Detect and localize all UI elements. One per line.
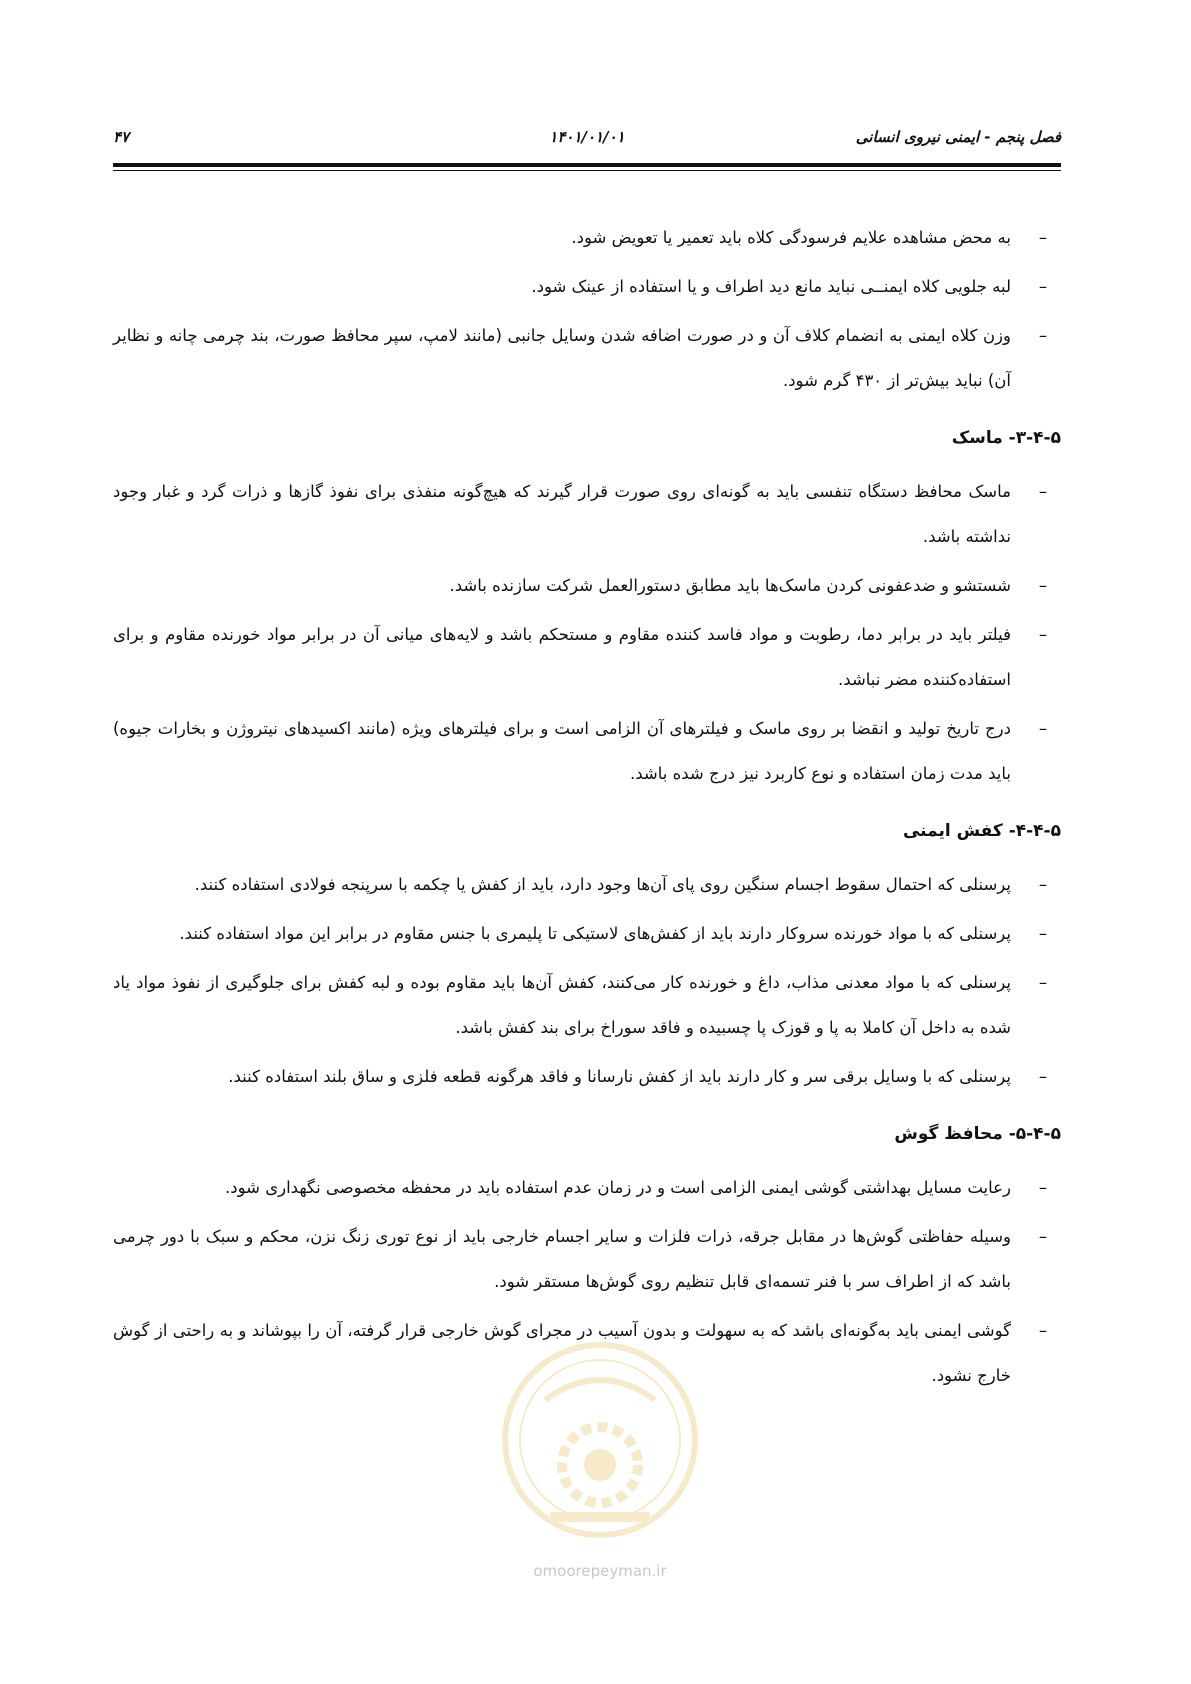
intro-list [113, 215, 1061, 403]
header-date: ۱۴۰۱/۰۱/۰۱ [549, 128, 625, 146]
chapter-title: فصل پنجم - ایمنی نیروی انسانی [855, 128, 1061, 146]
dash-bullet: – [1038, 625, 1048, 644]
dash-bullet: – [1038, 228, 1048, 247]
page-number: ۴۷ [113, 128, 130, 146]
watermark-logo-icon [490, 1330, 710, 1560]
section-heading-safety-shoes: ۴-۴-۵- کفش ایمنی [902, 821, 1061, 841]
dash-bullet: – [1038, 1067, 1048, 1086]
list-item: – لبه جلویی کلاه ایمنــی نباید مانع دید اطراف و یا استفاده از عینک شود. [113, 264, 1061, 309]
list-item: – فیلتر باید در برابر دما، رطوبت و مواد فاسد کننده مقاوم و مستحکم باشد و لایه‌های میانی آن در برابر مواد خورنده مقاوم و برای استفاده‌کننده مضر نباشد. [113, 612, 1061, 702]
list-item: – رعایت مسایل بهداشتی گوشی ایمنی الزامی است و در زمان عدم استفاده باید در محفظه مخصوصی نگهداری شود. [113, 1165, 1061, 1210]
list-item: – وسیله حفاظتی گوش‌ها در مقابل جرقه، ذرات فلزات و سایر اجسام خارجی باید از نوع توری زنگ نزن، محکم و سبک با دور چرمی باشد که از اطراف سر با فنر تسمه‌ای قابل تنظیم روی گوش‌ها مستقر شود. [113, 1214, 1061, 1304]
list-item: – پرسنلی که با مواد خورنده سروکار دارند باید از کفش‌های لاستیکی تا پلیمری با جنس مقاوم در برابر این مواد استفاده کنند. [113, 911, 1061, 956]
section-heading-mask: ۳-۴-۵- ماسک [951, 428, 1061, 448]
dash-bullet: – [1038, 973, 1048, 992]
shoes-list [113, 862, 1061, 1099]
dash-bullet: – [1038, 482, 1048, 501]
list-item: – پرسنلی که با وسایل برقی سر و کار دارند باید از کفش نارسانا و فاقد هرگونه قطعه فلزی و ساق بلند استفاده کنند. [113, 1054, 1061, 1099]
list-item: – شستشو و ضدعفونی کردن ماسک‌ها باید مطابق دستورالعمل شرکت سازنده باشد. [113, 563, 1061, 608]
list-item: – ماسک محافظ دستگاه تنفسی باید به گونه‌ای روی صورت قرار گیرند که هیچ‌گونه منفذی برای نفوذ گازها و ذرات گرد و غبار وجود نداشته باشد. [113, 469, 1061, 559]
dash-bullet: – [1038, 875, 1048, 894]
list-item: – به محض مشاهده علایم فرسودگی کلاه باید تعمیر یا تعویض شود. [113, 215, 1061, 260]
page-body [113, 215, 1061, 1402]
dash-bullet: – [1038, 1321, 1048, 1340]
dash-bullet: – [1038, 1227, 1048, 1246]
dash-bullet: – [1038, 1178, 1048, 1197]
dash-bullet: – [1038, 576, 1048, 595]
header-rule-thin [113, 170, 1061, 171]
section-heading-ear-protection: ۵-۴-۵- محافظ گوش [894, 1124, 1061, 1144]
page-header [113, 128, 1061, 154]
mask-list [113, 469, 1061, 796]
list-item: – وزن کلاه ایمنی به انضمام کلاف آن و در صورت اضافه شدن وسایل جانبی (مانند لامپ، سپر محافظ صورت، بند چرمی چانه و نظایر آن) نباید بیش‌تر از ۴۳۰ گرم شود. [113, 313, 1061, 403]
list-item: – گوشی ایمنی باید به‌گونه‌ای باشد که به سهولت و بدون آسیب در مجرای گوش خارجی قرار گرفته، آن را بپوشاند و به راحتی از گوش خارج نشود. [113, 1308, 1061, 1398]
dash-bullet: – [1038, 924, 1048, 943]
dash-bullet: – [1038, 719, 1048, 738]
list-item: – پرسنلی که با مواد معدنی مذاب، داغ و خورنده کار می‌کنند، کفش آن‌ها باید مقاوم بوده و لبه کفش برای جلوگیری از نفوذ مواد یاد شده به داخل آن کاملا به پا و قوزک پا چسبیده و فاقد سوراخ برای بند کفش باشد. [113, 960, 1061, 1050]
dash-bullet: – [1038, 277, 1048, 296]
list-item: – درج تاریخ تولید و انقضا بر روی ماسک و فیلترهای آن الزامی است و برای فیلترهای ویژه (مانند اکسیدهای نیتروژن و بخارات جیوه) باید مدت زمان استفاده و نوع کاربرد نیز درج شده باشد. [113, 706, 1061, 796]
watermark-text: omoorepeyman.ir [533, 1562, 667, 1580]
header-rule-thick [113, 163, 1061, 167]
list-item: – پرسنلی که احتمال سقوط اجسام سنگین روی پای آن‌ها وجود دارد، باید از کفش یا چکمه با سرپنجه فولادی استفاده کنند. [113, 862, 1061, 907]
dash-bullet: – [1038, 326, 1048, 345]
